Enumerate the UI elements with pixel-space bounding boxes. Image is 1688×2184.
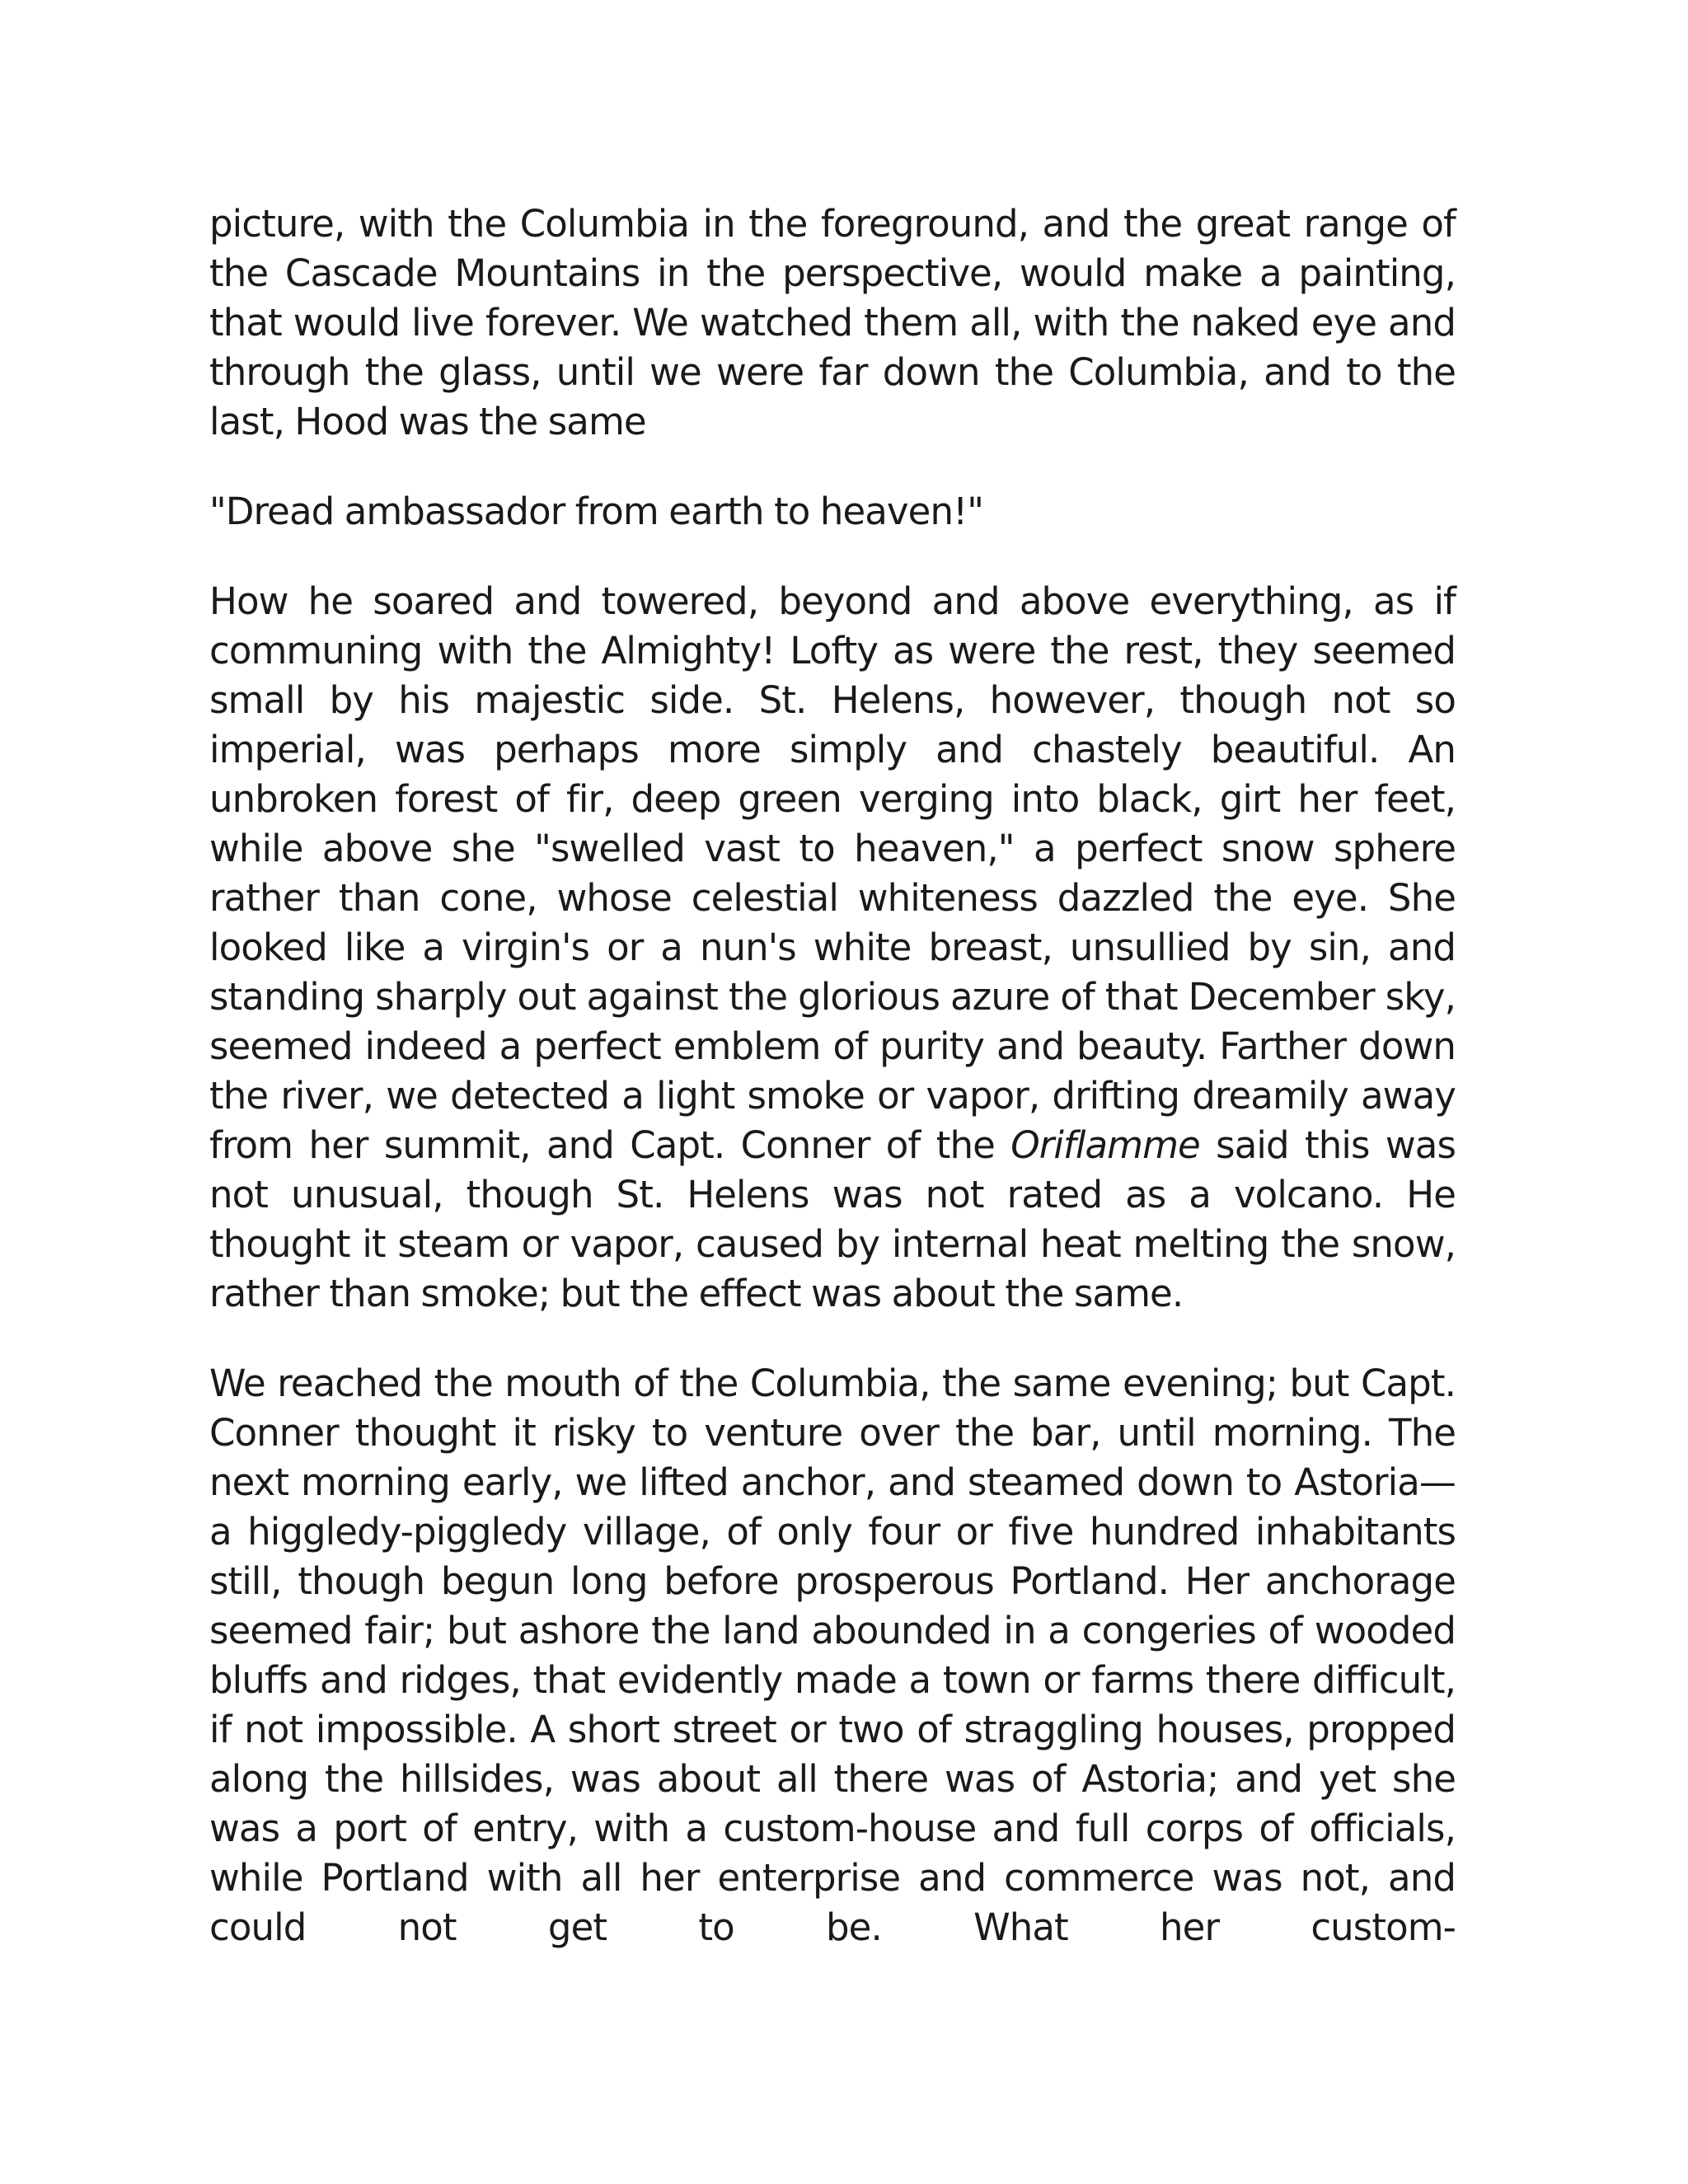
ship-name-italic: Oriflamme: [1010, 1123, 1200, 1167]
paragraph-text-after-italic: said this was not unusual, though St. Helens was not rated as a volcano. He thought it steam or vapor, caused by internal heat melting the snow, rather than smoke; but the effect was about the same.: [209, 1123, 1456, 1315]
quotation-line: "Dread ambassador from earth to heaven!": [209, 490, 984, 533]
document-page: [209, 199, 1456, 1993]
paragraph-text-before-italic: How he soared and towered, beyond and above everything, as if communing with the Almighty! Lofty as were the rest, they seemed small by his majestic side. St. Helens, however, though not so imperial, was perhaps more simply and chastely beautiful. An unbroken forest of fir, deep green verging into black, girt her feet, while above she "swelled vast to heaven," a perfect snow sphere rather than cone, whose celestial whiteness dazzled the eye. She looked like a virgin's or a nun's white breast, unsullied by sin, and standing sharply out against the glorious azure of that December sky, seemed indeed a perfect emblem of purity and beauty. Farther down the river, we detected a light smoke or vapor, drifting dreamily away from her summit, and Capt. Conner of the: [209, 579, 1456, 1167]
paragraph-astoria: We reached the mouth of the Columbia, the same evening; but Capt. Conner thought it risky to venture over the bar, until morning. The next morning early, we lifted anchor, and steamed down to Astoria—a higgledy-piggledy village, of only four or five hundred inhabitants still, though begun long before prosperous Portland. Her anchorage seemed fair; but ashore the land abounded in a congeries of wooded bluffs and ridges, that evidently made a town or farms there difficult, if not impossible. A short street or two of straggling houses, propped along the hillsides, was about all there was of Astoria; and yet she was a port of entry, with a custom-house and full corps of officials, while Portland with all her enterprise and commerce was not, and could not get to be. What her custom-: [209, 1361, 1456, 1949]
paragraph-st-helens: [209, 577, 1456, 1319]
paragraph-painting: picture, with the Columbia in the foreground, and the great range of the Cascade Mountains in the perspective, would make a painting, that would live forever. We watched them all, with the naked eye and through the glass, until we were far down the Columbia, and to the last, Hood was the same: [209, 202, 1456, 443]
